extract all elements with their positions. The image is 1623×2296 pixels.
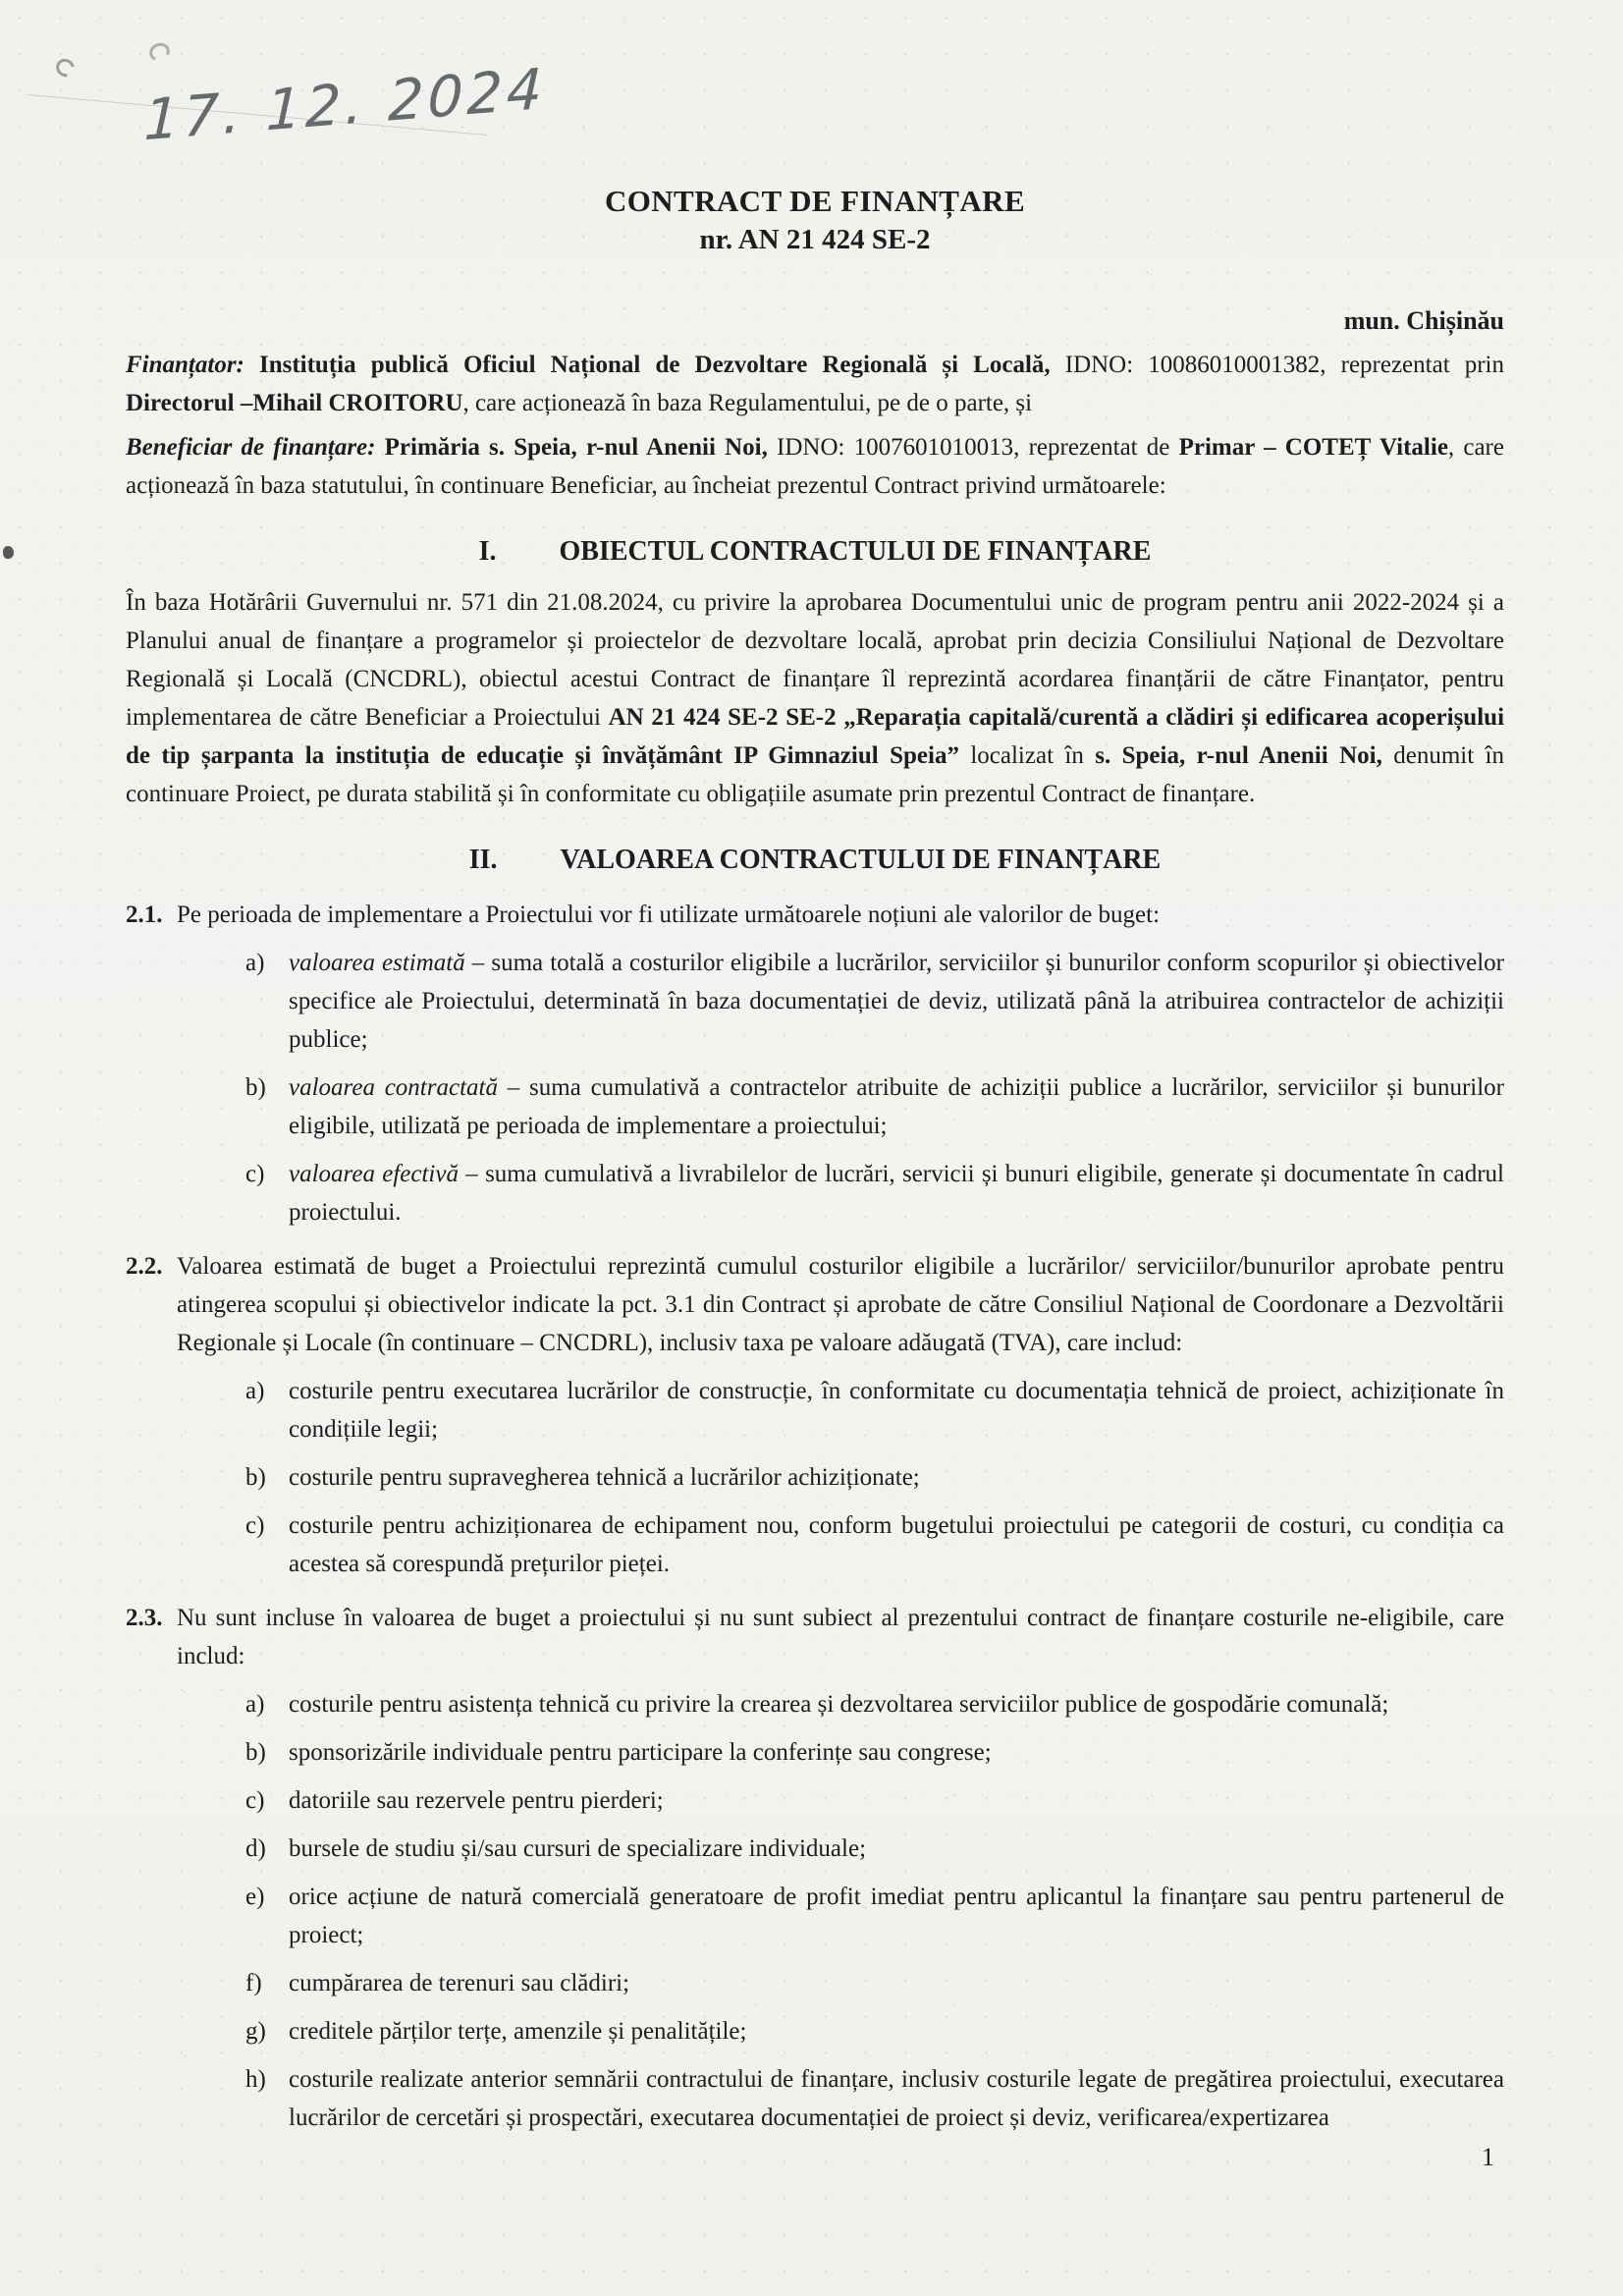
finantator-tail: , care acționează în baza Regulamentului, pe de o parte, și	[462, 390, 1033, 416]
finantator-label: Finanțator:	[126, 352, 259, 378]
item-text: costurile realizate anterior semnării contractului de finanțare, inclusiv costurile legate de pregătirea proiectului, executarea lucrărilor de cercetări și prospectări, executarea documentației de proiect și deviz, verificarea/expertizarea	[289, 2066, 1504, 2131]
item-text: cumpărarea de terenuri sau clădiri;	[289, 1970, 630, 1996]
s1-project-name: AN 21 424 SE-2 SE-2 „Reparația capitală/curentă a clădiri și edificarea acoperișului de tip șarpanta la instituția de educație și învățământ IP Gimnaziul Speia”	[126, 704, 1505, 769]
item-term: valoarea efectivă	[289, 1161, 459, 1187]
item-marker: e)	[245, 1884, 265, 1910]
item-text: – suma cumulativă a contractelor atribuite de achiziții publice a lucrărilor, serviciilor și bunurilor eligibile, utilizată pe perioada de implementare a proiectului;	[289, 1074, 1505, 1139]
clause-2-1	[126, 896, 1504, 934]
document-place: mun. Chișinău	[1343, 306, 1504, 335]
clause-2-3-item-c	[245, 1781, 1504, 1820]
section-1-heading	[126, 532, 1504, 572]
beneficiar-idno: IDNO: 1007601010013, reprezentat de	[777, 434, 1179, 461]
section-1-paragraph	[126, 583, 1504, 813]
clause-2-1-number: 2.1.	[126, 902, 163, 928]
section-2-number: II.	[468, 845, 498, 875]
beneficiar-name: Primăria s. Speia, r-nul Anenii Noi,	[384, 434, 778, 461]
finantator-idno: IDNO: 10086010001382, reprezentat prin	[1064, 352, 1504, 378]
item-marker: c)	[245, 1512, 265, 1539]
item-text: – suma cumulativă a livrabilelor de lucrări, servicii și bunuri eligibile, generate și documentate în cadrul proiectului.	[289, 1161, 1504, 1226]
section-1-number: I.	[478, 536, 497, 567]
document-title: CONTRACT DE FINANȚARE	[604, 184, 1026, 218]
item-text: costurile pentru executarea lucrărilor de construcție, în conformitate cu documentația tehnică de proiect, achiziționate în condițiile legii;	[289, 1378, 1504, 1443]
clause-2-1-item-b	[245, 1068, 1504, 1145]
item-text: costurile pentru achiziționarea de echipament nou, conform bugetului proiectului pe categorii de costuri, cu condiția ca acestea să corespundă prețurilor pieței.	[289, 1512, 1504, 1577]
s1-seg1: În baza Hotărârii Guvernului nr. 571 din 21.08.2024, cu privire la aprobarea Documentului unic de program pentru anii 2022-2024 și a Planului anual de finanțare a programelor și proiectelor de dezvoltare locală, aprobat prin decizia Consiliului Național de Dezvoltare Regională și Locală (CNCDRL), obiectul acestui Contract de finanțare îl reprezintă acordarea finanțării de către Finanțator, pentru implementarea de către Beneficiar a Proiectului	[126, 589, 1504, 731]
item-term: valoarea estimată	[289, 950, 465, 976]
section-1-title: OBIECTUL CONTRACTULUI DE FINANȚARE	[559, 536, 1152, 567]
section-2-title: VALOAREA CONTRACTULUI DE FINANȚARE	[560, 845, 1162, 875]
item-marker: c)	[245, 1787, 265, 1814]
item-text: costurile pentru supravegherea tehnică a lucrărilor achiziționate;	[289, 1464, 920, 1491]
clause-2-3-number: 2.3.	[126, 1605, 163, 1631]
item-text: orice acțiune de natură comercială generatoare de profit imediat pentru aplicantul la finanțare sau pentru partenerul de proiect;	[289, 1884, 1504, 1948]
clause-2-2-item-a	[245, 1372, 1504, 1449]
item-text: datoriile sau rezervele pentru pierderi;	[289, 1787, 664, 1814]
item-text: creditele părților terțe, amenzile și penalitățile;	[289, 2018, 747, 2045]
document-body	[126, 0, 1504, 2172]
item-marker: a)	[245, 1691, 265, 1718]
item-marker: b)	[245, 1074, 266, 1101]
clause-2-2-text: Valoarea estimată de buget a Proiectului reprezintă cumulul costurilor eligibile a lucrărilor/ serviciilor/bunurilor aprobate pentru atingerea scopului și obiectivelor indicate la pct. 3.1 din Contract și aprobate de către Consiliul Național de Coordonare a Dezvoltării Regionale și Locale (în continuare – CNCDRL), inclusiv taxa pe valoare adăugată (TVA), care includ:	[177, 1253, 1504, 1356]
item-term: valoarea contractată	[289, 1074, 498, 1101]
finantator-representative: Directorul –Mihail CROITORU	[126, 390, 463, 416]
beneficiar-paragraph	[126, 428, 1504, 505]
clause-2-2	[126, 1247, 1504, 1362]
document-number: nr. AN 21 424 SE-2	[699, 224, 931, 255]
clause-2-3-item-f	[245, 1964, 1504, 2002]
clause-2-2-item-c	[245, 1506, 1504, 1583]
clause-2-3-text: Nu sunt incluse în valoarea de buget a proiectului și nu sunt subiect al prezentului contract de finanțare costurile ne-eligibile, care includ:	[177, 1605, 1504, 1669]
s1-location: s. Speia, r-nul Anenii Noi,	[1095, 742, 1382, 769]
clause-2-3-item-b	[245, 1733, 1504, 1772]
clause-2-3-item-e	[245, 1878, 1504, 1954]
item-marker: g)	[245, 2018, 266, 2045]
finantator-name: Instituția publică Oficiul Național de Dezvoltare Regională și Locală,	[258, 352, 1065, 378]
item-marker: d)	[245, 1835, 266, 1862]
clause-2-3	[126, 1599, 1504, 1675]
item-marker: f)	[245, 1970, 262, 1996]
scan-artifact	[53, 55, 79, 81]
section-2-heading	[126, 841, 1504, 880]
beneficiar-label: Beneficiar de finanțare:	[126, 434, 385, 461]
item-text: bursele de studiu și/sau cursuri de specializare individuale;	[289, 1835, 867, 1862]
item-text: – suma totală a costurilor eligibile a lucrărilor, serviciilor și bunurilor conform scopurilor și obiectivelor specifice ale Proiectului, determinată în baza documentației de deviz, utilizată până la atribuirea contractelor de achiziții publice;	[289, 950, 1505, 1053]
clause-2-2-number: 2.2.	[126, 1253, 163, 1280]
clause-2-1-text: Pe perioada de implementare a Proiectului vor fi utilizate următoarele noțiuni ale valorilor de buget:	[177, 902, 1161, 928]
item-marker: b)	[245, 1739, 266, 1766]
item-marker: b)	[245, 1464, 266, 1491]
s1-seg3: localizat în	[958, 742, 1096, 769]
clause-2-3-item-a	[245, 1685, 1504, 1723]
handwritten-date: 17. 12. 2024	[142, 56, 547, 154]
item-marker: c)	[245, 1161, 265, 1187]
finantator-paragraph	[126, 346, 1504, 422]
scan-artifact	[3, 546, 14, 559]
beneficiar-tail: , care acționează în baza statutului, în continuare Beneficiar, au încheiat prezentul Contract privind următoarele:	[126, 434, 1504, 499]
clause-2-1-item-a	[245, 944, 1504, 1059]
s1-seg5: denumit în continuare Proiect, pe durata stabilită și în conformitate cu obligațiile asumate prin prezentul Contract de finanțare.	[126, 742, 1504, 807]
beneficiar-representative: Primar – COTEȚ Vitalie	[1178, 434, 1448, 461]
clause-2-1-item-c	[245, 1155, 1504, 1231]
item-marker: a)	[245, 1378, 265, 1404]
clause-2-3-item-h	[245, 2060, 1504, 2137]
clause-2-3-item-g	[245, 2012, 1504, 2050]
item-text: costurile pentru asistența tehnică cu privire la crearea și dezvoltarea serviciilor publice de gospodărie comunală;	[289, 1691, 1389, 1718]
item-text: sponsorizările individuale pentru participare la conferințe sau congrese;	[289, 1739, 992, 1766]
item-marker: h)	[245, 2066, 266, 2093]
item-marker: a)	[245, 950, 265, 976]
clause-2-2-item-b	[245, 1458, 1504, 1497]
clause-2-3-item-d	[245, 1830, 1504, 1868]
page-number: 1	[1482, 2143, 1494, 2171]
